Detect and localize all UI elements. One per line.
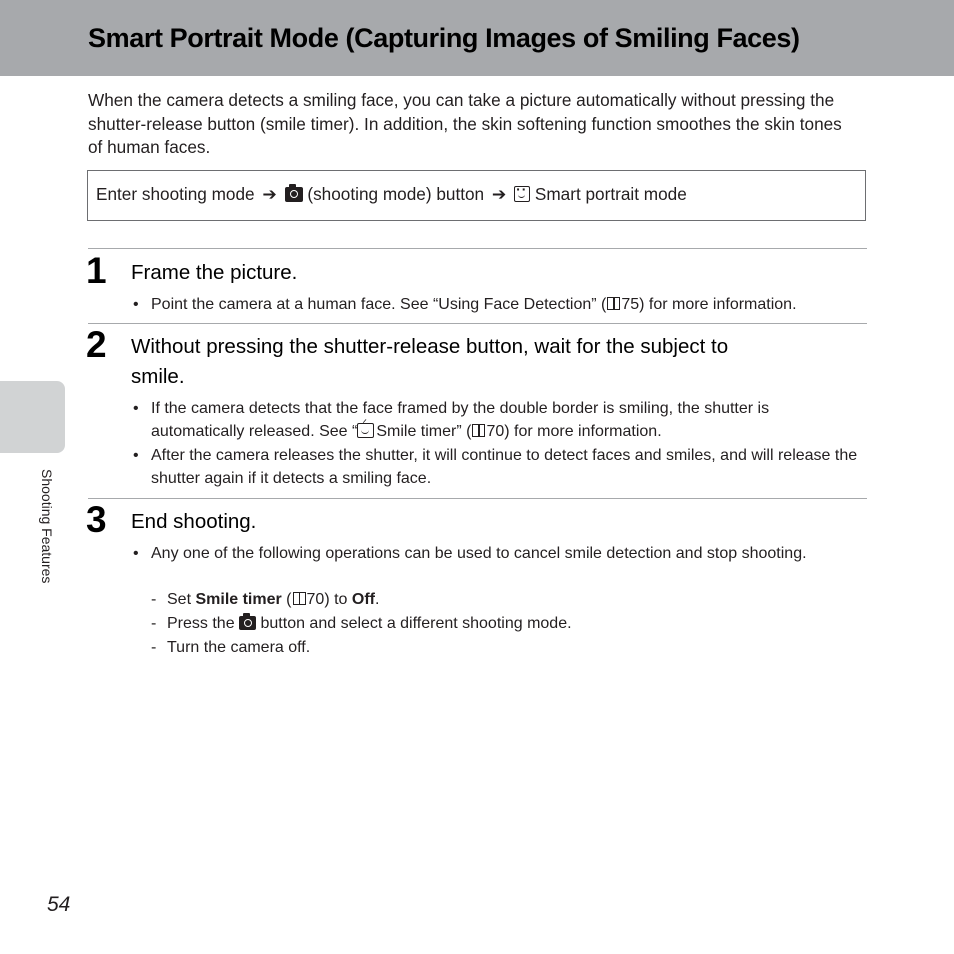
intro-paragraph: When the camera detects a smiling face, you can take a picture automatically without pressing the shutter-release button (smile timer). In addition, the skin softening function smoothes the skin tones of human faces. [88,90,842,157]
smart-portrait-icon [514,186,530,202]
mode-path-text [96,184,687,205]
sub-dash: - [151,615,157,632]
page-reference: 75 [621,296,640,313]
bullet-text: ) for more information. [504,423,662,440]
section-label: Shooting Features [39,469,55,584]
bullet-text: automatically released. See “ [151,423,358,440]
mode-path-part3: Smart portrait mode [534,184,687,204]
sub-item [151,612,572,635]
bullet-text: ) for more information. [639,296,797,313]
sub-text: ( [281,591,292,608]
sub-text: Press the [167,615,235,632]
step-divider [88,498,867,499]
step-bullet [151,293,867,316]
step-bullet: • If the camera detects that the face framed by the double border is smiling, the shutter is automatically released. See “ᐟ Smile timer” ( 70) for more information. [151,397,867,443]
page-title: Smart Portrait Mode (Capturing Images of Smiling Faces) [88,23,800,53]
step-title-line: Without pressing the shutter-release button, wait for the subject to [131,335,729,358]
step-bullet: • Any one of the following operations can be used to cancel smile detection and stop shooting. [151,542,821,565]
step-title: End shooting. [131,510,257,533]
page-number: 54 [47,893,71,916]
page-reference: 70 [486,423,505,440]
step-number: 3 [86,499,107,540]
step-number: 1 [86,250,107,291]
setting-value: Off [351,591,375,608]
camera-icon [285,187,303,202]
page-reference-icon [472,424,485,437]
page-reference: 70 [306,591,325,608]
step-title-line: smile. [131,365,185,388]
step-title: Frame the picture. [131,261,298,284]
sub-text: . [374,591,380,608]
bullet-text: If the camera detects that the face framed by the double border is smiling, the shutter is [151,400,770,417]
bullet-text: Point the camera at a human face. See “Using Face Detection” ( [151,296,607,313]
arrow-icon: ➔ [491,184,507,204]
smile-timer-icon [357,423,374,438]
section-tab [0,381,65,453]
sub-item [151,588,379,611]
step-number: 2 [86,324,107,365]
mode-path-box [87,170,866,221]
step-title [131,332,728,392]
sub-text: button and select a different shooting mode. [260,615,572,632]
arrow-icon: ➔ [262,184,277,204]
sub-item [151,636,310,659]
bullet-text: Smile timer” [376,423,462,440]
sub-text: Turn the camera off. [167,639,311,656]
step-divider [88,248,867,249]
page-reference-icon [293,592,306,605]
sub-dash: - [151,591,157,608]
mode-path-part1: Enter shooting mode [96,184,255,204]
step-bullet: • After the camera releases the shutter, it will continue to detect faces and smiles, and will release the shutter again if it detects a smiling face. [151,444,867,490]
sub-text: ) to [324,591,352,608]
step-divider [88,323,867,324]
page-reference-icon [607,297,620,310]
setting-name: Smile timer [195,591,282,608]
camera-icon [239,616,256,630]
sub-text: Set [167,591,196,608]
mode-path-part2: (shooting mode) button [307,184,485,204]
sub-dash: - [151,639,157,656]
